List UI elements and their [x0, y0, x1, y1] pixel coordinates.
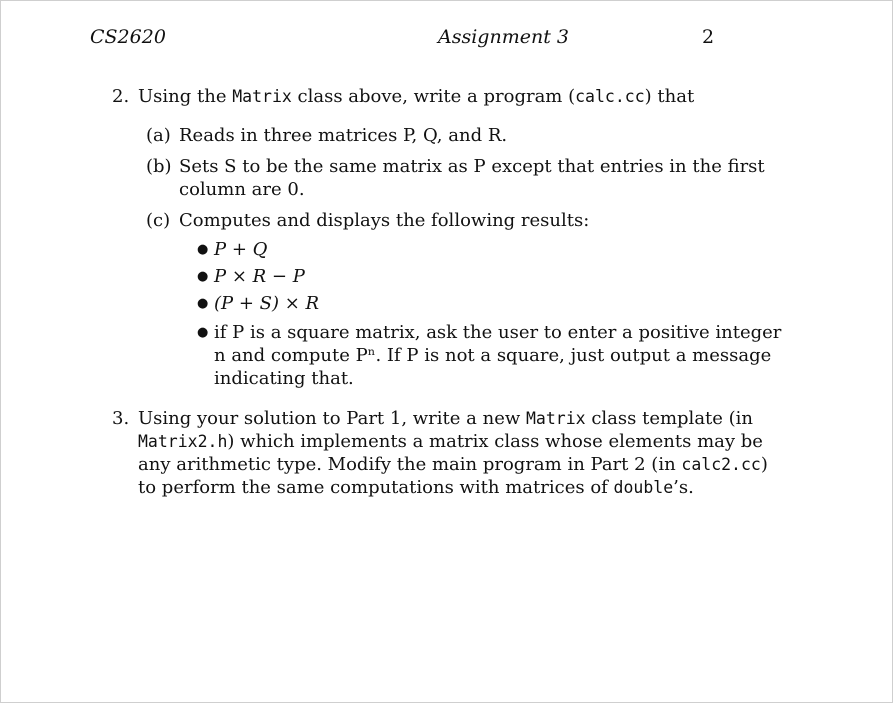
q3-code-calc2: calc2.cc — [681, 455, 761, 474]
q3-line1-text-b: class template (in — [585, 408, 754, 429]
q2a-label: (a) — [146, 125, 171, 146]
q2-number: 2. — [112, 86, 130, 107]
q3-line4-text-b: ’s. — [673, 477, 694, 498]
q2c-bullet-3: (P + S) × R — [214, 293, 320, 314]
q3-line3 — [138, 453, 768, 476]
q2-intro-text-b: class above, write a program ( — [291, 86, 576, 107]
q2-intro — [138, 85, 694, 108]
q3-line1 — [138, 407, 753, 430]
q3-line2-text: ) which implements a matrix class whose elements may be — [227, 431, 763, 452]
bullet-icon: ● — [197, 325, 209, 340]
q2-code-matrix: Matrix — [232, 87, 292, 106]
q3-code-double: double — [613, 478, 674, 497]
q3-line3-text: any arithmetic type. Modify the main program in Part 2 (in — [138, 454, 682, 475]
q2c-bullet-2: P × R − P — [214, 266, 305, 287]
q3-line1-text-a: Using your solution to Part 1, write a new — [138, 408, 526, 429]
q2-intro-text-a: Using the — [138, 86, 233, 107]
q3-number: 3. — [112, 408, 130, 429]
q3-line3-text-b: ) — [760, 454, 768, 475]
bullet-icon: ● — [197, 242, 209, 257]
q3-code-matrix: Matrix — [525, 409, 586, 428]
q2c-label: (c) — [146, 210, 171, 231]
q3-line4 — [138, 476, 694, 499]
q2c-bullet-4-line3: indicating that. — [214, 368, 354, 389]
q2c-bullet-4-line1: if P is a square matrix, ask the user to enter a positive integer — [214, 322, 782, 343]
bullet-icon: ● — [197, 296, 209, 311]
q2c-bullet-4-line2: n and compute Pⁿ. If P is not a square, just output a message — [214, 345, 772, 366]
q3-code-header-file: Matrix2.h — [138, 432, 228, 451]
q2c-bullet-1: P + Q — [214, 239, 268, 260]
q2b-label: (b) — [146, 156, 172, 177]
header-course: CS2620 — [90, 26, 166, 48]
q2-code-file: calc.cc — [575, 87, 645, 106]
q2c-text: Computes and displays the following results: — [179, 210, 590, 231]
header-page-number: 2 — [702, 26, 715, 48]
q2a-text: Reads in three matrices P, Q, and R. — [179, 125, 508, 146]
q2-intro-text-c: ) that — [644, 86, 695, 107]
bullet-icon: ● — [197, 269, 209, 284]
q3-line4-text-a: to perform the same computations with matrices of — [138, 477, 614, 498]
header-assignment: Assignment 3 — [438, 26, 569, 48]
q2b-line1: Sets S to be the same matrix as P except that entries in the first — [179, 156, 765, 177]
q3-line2 — [138, 430, 763, 453]
q2b-line2: column are 0. — [179, 179, 305, 200]
